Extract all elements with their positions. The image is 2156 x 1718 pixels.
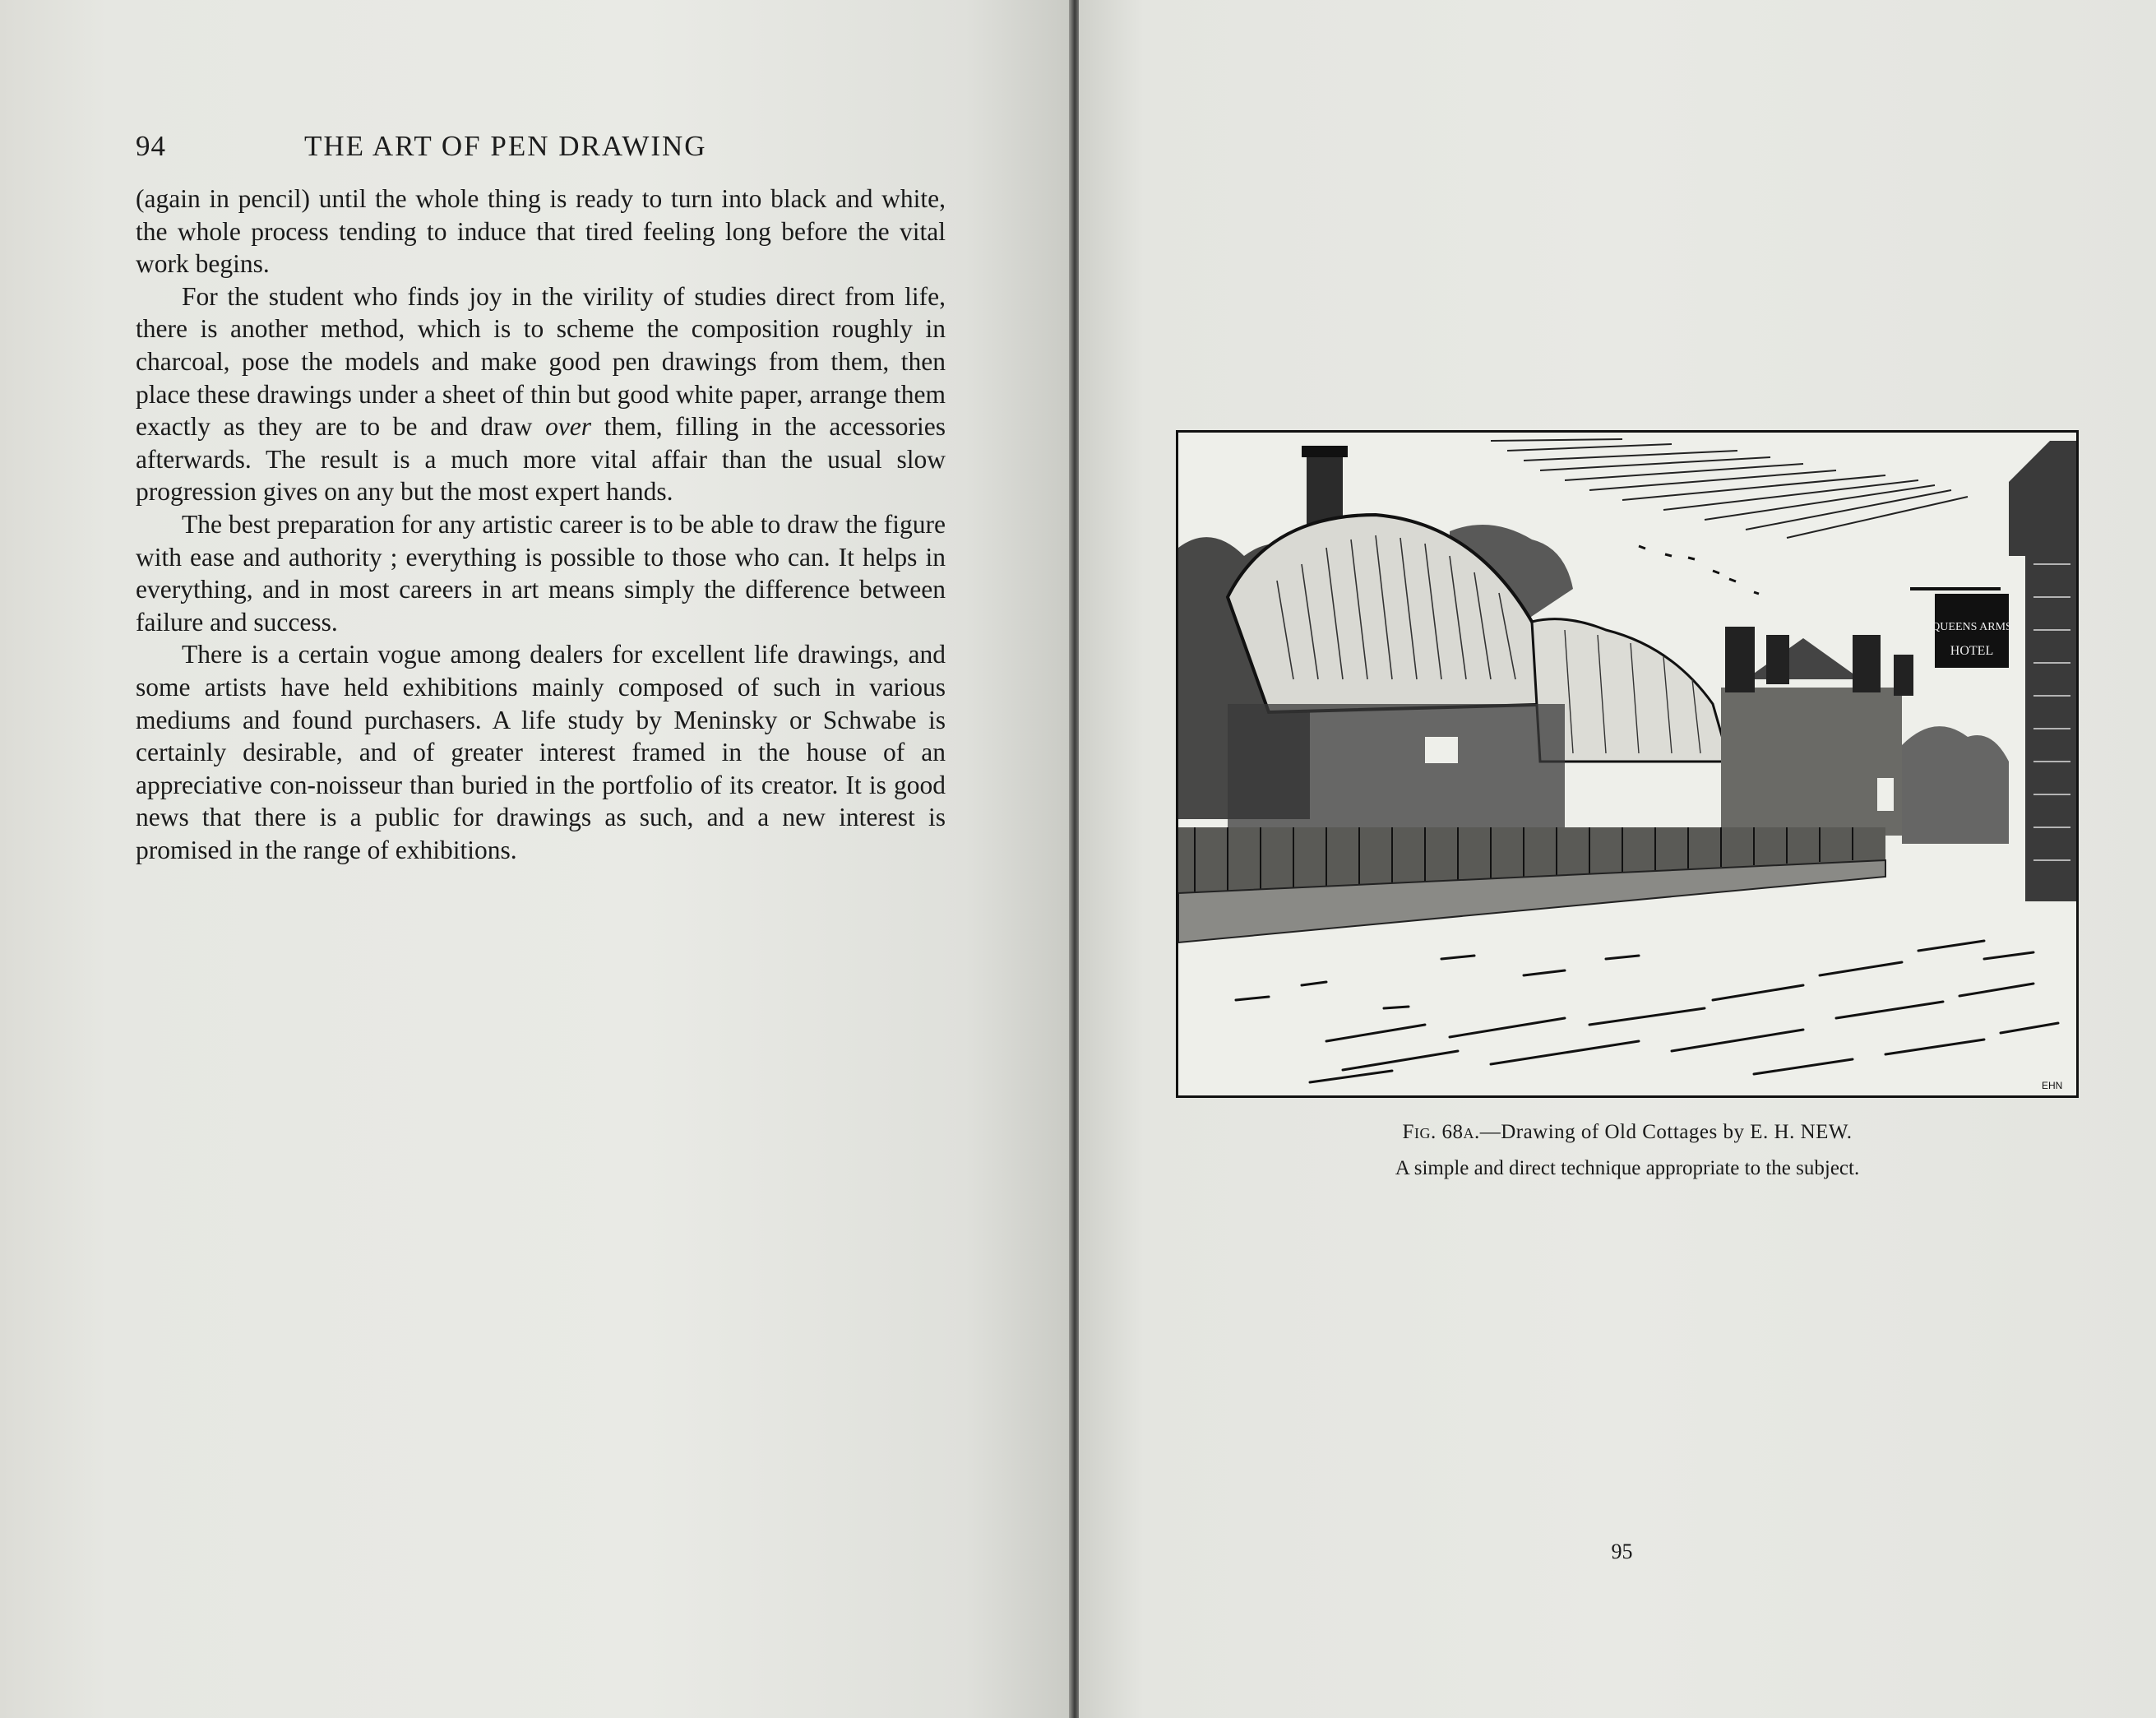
paragraph-2 [136, 280, 946, 508]
figure-caption-line-1 [1176, 1121, 2079, 1144]
artist-monogram: EHN [2042, 1080, 2063, 1091]
brick-house [1721, 688, 1902, 836]
tree-far [1902, 726, 2009, 844]
page-number-left: 94 [136, 130, 166, 162]
sky-hatching [1491, 439, 1968, 538]
figure-caption-rest: —Drawing of Old Cottages by E. H. NEW. [1479, 1121, 1853, 1143]
road-marks [1236, 941, 2058, 1082]
pub-sign [1910, 589, 2012, 668]
corner-building [2009, 441, 2076, 901]
paragraph-1: (again in pencil) until the whole thing is ready to turn into black and white, the whole process tending to induce that tired feeling long before the vital work begins. [136, 184, 946, 279]
paragraph-2-tail: them, filling in the accessories afterwards. The result is a much more vital affair than the usual slow progression gives on any but the most expert hands. [136, 412, 946, 507]
paragraph-2-lead: For the student who finds joy in the virility of studies direct from life, there is another method, which is to scheme the composition roughly in charcoal, pose the models and make good pen drawings from them, then place these drawings under a sheet of thin but good white paper, arrange them exactly as they are to be and draw [136, 281, 946, 442]
birds [1639, 546, 1759, 594]
figure-label: Fig. 68a. [1402, 1121, 1480, 1143]
book-title: THE ART OF PEN DRAWING [304, 130, 707, 162]
paragraph-3: The best preparation for any artistic career is to be able to draw the figure with ease and authority ; everything is possible to those who can. It helps in everything, and in most careers in art means simply the difference between failure and success. [136, 509, 946, 637]
paragraph-4: There is a certain vogue among dealers for excellent life drawings, and some artists have held exhibitions mainly composed of such in various mediums and found purchasers. A life study by Meninsky or Schwabe is certainly desirable, and of greater interest framed in the house of an appreciative con-noisseur than buried in the portfolio of its creator. It is good news that there is a public for drawings as such, and a new interest is promised in the range of exhibitions. [136, 640, 946, 864]
sign-text-1: QUEENS ARMS [1932, 621, 2012, 633]
figure-caption-line-2: A simple and direct technique appropriate to the subject. [1395, 1157, 1860, 1179]
sign-text-2: HOTEL [1950, 644, 1994, 658]
left-page [0, 0, 1073, 1718]
paragraph-2-italic: over [545, 412, 592, 442]
picket-fence [1178, 827, 1885, 942]
cottage-foliage [1228, 704, 1565, 827]
page-number-right: 95 [1611, 1540, 1633, 1563]
cottage-illustration [1176, 430, 2079, 1098]
body-text [136, 183, 946, 866]
pen-drawing [1178, 433, 2076, 1095]
